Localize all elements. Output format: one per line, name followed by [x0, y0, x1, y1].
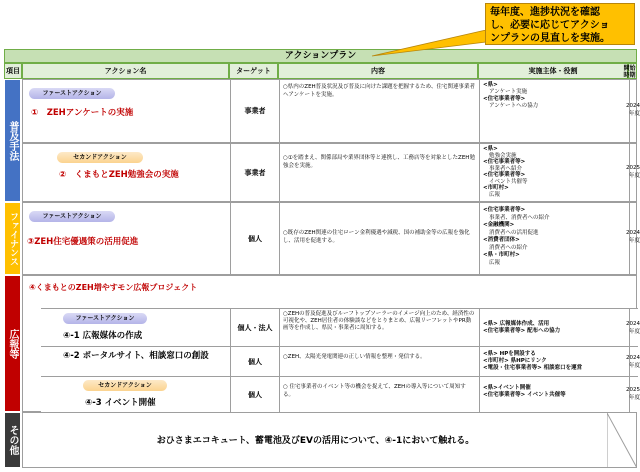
actor-line: <県>イベント開催	[483, 385, 531, 391]
actor-line: 広報	[489, 259, 501, 266]
start-year-2: 2025 年度	[626, 165, 640, 179]
review-callout: 毎年度、進捗状況を確認 し、必要に応じてアクショ ンプランの見直しを実施。	[485, 3, 635, 45]
header-start	[623, 63, 637, 79]
actor-1	[479, 80, 629, 142]
pr-content-1: ○ZEHの普及促進及びルーフトップソーラーのイメージ向上のため、経済性の可視化や、ZEH居住者の体験談などをとりまとめ、広報リーフレットやPR動画等を作成し、県民・事業者に周知する。	[279, 309, 479, 346]
diagonal-divider	[607, 413, 637, 468]
category-promotion-label: 普及手法	[7, 120, 18, 161]
second-action-badge: セカンドアクション	[83, 380, 167, 391]
first-action-badge: ファーストアクション	[63, 313, 147, 324]
actor-3	[479, 203, 629, 274]
start-2	[626, 144, 640, 201]
header-item: 項目	[4, 63, 22, 79]
category-other-label: その他	[7, 425, 18, 455]
pr-target-3: 個人	[230, 377, 279, 412]
pr-actor-1	[479, 309, 629, 346]
actor-line: <住宅事業者等> 配布への協力	[483, 328, 561, 334]
actor-line: 広報	[489, 191, 501, 198]
pr-action-name-1: ④-1 広報媒体の作成	[63, 331, 143, 341]
pr-start-year-2: 2024 年度	[626, 355, 640, 369]
other-row	[22, 412, 637, 468]
actor-line: アンケート実施	[489, 89, 528, 95]
content-3: ○既存のZEH関連の住宅ローン金利優遇や減税、国の補助金等の広報を強化し、活用を促進する。	[279, 203, 479, 274]
start-3	[626, 203, 640, 274]
target-2: 事業者	[230, 144, 279, 201]
callout-pointer	[370, 30, 490, 60]
actor-line: <住宅事業者等>	[483, 159, 526, 165]
start-1	[626, 80, 640, 142]
category-finance	[4, 202, 21, 275]
actor-line: <県> HPを開設する	[483, 351, 536, 357]
start-year-3: 2024 年度	[626, 230, 640, 244]
pr-action-name-3: ④-3 イベント開催	[85, 398, 156, 408]
pr-target-1: 個人・法人	[230, 309, 279, 346]
pr-start-year-1: 2024 年度	[626, 321, 640, 335]
action-name-3: ③ZEH住宅優遇策の活用促進	[27, 237, 139, 247]
actor-line: <県>	[483, 146, 498, 152]
actor-line: <市町村> 県HPにリンク	[483, 358, 547, 364]
actor-line: <住宅事業者等> イベント共催等	[483, 392, 566, 398]
actor-line: 勉強会実施	[489, 152, 517, 159]
actor-line: <消費者団体>	[483, 237, 520, 243]
first-action-badge: ファーストアクション	[29, 211, 115, 222]
target-3: 個人	[230, 203, 279, 274]
actor-2	[479, 144, 629, 201]
header-start-line1: 開始	[623, 65, 636, 72]
actor-line: 消費者への活用促進	[489, 229, 539, 236]
content-2: ○①を踏まえ、関係部局や業界団体等と連携し、工務店等を対象としたZEH勉強会を実施。	[279, 144, 479, 201]
actor-line: <電設・住宅事業者等> 相談窓口を運営	[483, 365, 583, 371]
pr-start-1	[626, 309, 640, 346]
pr-action-name-2: ④-2 ポータルサイト、相談窓口の創設	[63, 351, 209, 361]
actor-line: 事業者、消費者への紹介	[489, 214, 550, 221]
plan-title: アクションプラン	[4, 49, 637, 63]
category-promotion	[4, 79, 21, 202]
pr-actor-3	[479, 377, 629, 412]
pr-start-2	[626, 347, 640, 376]
second-action-badge: セカンドアクション	[57, 152, 143, 163]
action-name-2: ② くまもとZEH勉強会の実施	[59, 170, 179, 180]
first-action-badge: ファーストアクション	[29, 88, 115, 99]
header-target: ターゲット	[229, 63, 278, 79]
actor-line: <住宅事業者等>	[483, 172, 526, 178]
action-name-1: ① ZEHアンケートの実施	[31, 108, 134, 118]
category-pr-label: 広報等	[7, 328, 18, 359]
pr-content-2: ○ZEH、太陽光発電関連の正しい情報を整理・発信する。	[279, 347, 479, 376]
header-start-line2: 時期	[623, 72, 636, 79]
actor-line: <県>	[483, 82, 498, 88]
content-1: ○県内のZEH普及状況及び普及に向けた課題を把握するため、住宅関連事業者へアンケートを実施。	[279, 80, 479, 142]
pr-project-title: ④くまもとのZEH増やすモン広報プロジェクト	[29, 283, 198, 292]
target-1: 事業者	[230, 80, 279, 142]
actor-line: <住宅事業者等>	[483, 207, 526, 213]
pr-content-3: ○ 住宅事業者のイベント等の機会を捉えて、ZEHの導入等について周知する。	[279, 377, 479, 412]
header-actor: 実施主体・役割	[478, 63, 628, 79]
pr-start-3	[626, 377, 640, 412]
actor-line: イベント共催等	[489, 178, 528, 185]
actor-line: <県> 広報媒体作成、活用	[483, 321, 550, 327]
pr-project-section	[22, 275, 640, 412]
action-row-3	[22, 202, 640, 275]
pr-subrow-3	[41, 376, 638, 412]
other-text: おひさまエコキュート、蓄電池及びEVの活用について、④-1において触れる。	[156, 436, 475, 446]
actor-line: <県・市町村>	[483, 252, 520, 258]
pr-start-year-3: 2025 年度	[626, 387, 640, 401]
pr-subrow-2	[41, 346, 638, 376]
header-action-name: アクション名	[22, 63, 229, 79]
header-content: 内容	[278, 63, 478, 79]
actor-line: 消費者への紹介	[489, 244, 528, 251]
actor-line: アンケートへの協力	[489, 103, 539, 109]
actor-line: <市町村>	[483, 185, 509, 191]
start-year-1: 2024 年度	[626, 103, 640, 117]
actor-line: 事業者へ紹介	[489, 165, 523, 172]
category-finance-label: ファイナンス	[8, 211, 18, 266]
actor-line: <住宅事業者等>	[483, 96, 526, 102]
category-pr	[4, 275, 21, 412]
action-row-2	[22, 143, 640, 202]
category-other	[4, 412, 21, 468]
action-row-1	[22, 79, 640, 143]
pr-actor-2	[479, 347, 629, 376]
actor-line: <金融機関>	[483, 222, 515, 228]
pr-target-2: 個人	[230, 347, 279, 376]
pr-subrow-1	[41, 308, 638, 346]
